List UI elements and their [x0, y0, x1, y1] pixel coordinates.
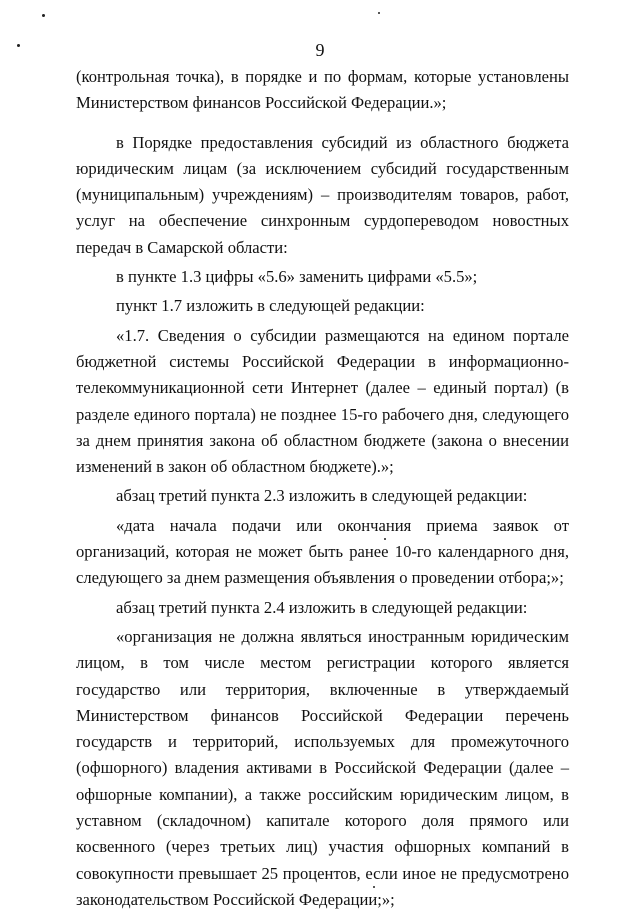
scan-speck [42, 14, 45, 17]
document-body [76, 64, 569, 913]
paragraph: «1.7. Сведения о субсидии размещаются на едином портале бюджетной системы Российской Федерации в информационно-телекоммуникационной сети Интернет (далее – единый портал) (в разделе единого портала) не позднее 15-го рабочего дня, следующего за днем принятия закона об областном бюджете (закона о внесении изменений в закон об областном бюджете).»; [76, 325, 569, 477]
paragraph: (контрольная точка), в порядке и по формам, которые установлены Министерством финансов Российской Федерации.»; [76, 67, 569, 113]
paragraph: абзац третий пункта 2.3 изложить в следующей редакции: [116, 486, 528, 506]
paragraph: абзац третий пункта 2.4 изложить в следующей редакции: [116, 597, 528, 617]
page-number: 9 [315, 40, 325, 60]
paragraph: «организация не должна являться иностранным юридическим лицом, в том числе местом регистрации которого является государство или территория, включенные в утверждаемый Министерством финансов Российской Федерации перечень государств и территорий, используемых для промежуточного (офшорного) владения активами в Российской Федерации (далее – офшорные компании), а также российским юридическим лицом, в уставном (складочном) капитале которого доля прямого или косвенного (через третьих лиц) участия офшорных компаний в совокупности превышает 25 процентов, если иное не предусмотрено законодательством Российской Федерации;»; [76, 626, 569, 909]
paragraph: в Порядке предоставления субсидий из областного бюджета юридическим лицам (за исключением субсидий государственным (муниципальным) учреждениям) – производителям товаров, работ, услуг на обеспечение синхронным сурдопереводом новостных передач в Самарской области: [76, 132, 569, 257]
paragraph: «дата начала подачи или окончания приема заявок от организаций, которая не может быть ранее 10-го календарного дня, следующего за днем размещения объявления о проведении отбора;»; [76, 515, 569, 588]
paragraph: пункт 1.7 изложить в следующей редакции: [116, 296, 425, 316]
paragraph: в пункте 1.3 цифры «5.6» заменить цифрами «5.5»; [116, 267, 478, 287]
scan-speck [378, 12, 380, 14]
